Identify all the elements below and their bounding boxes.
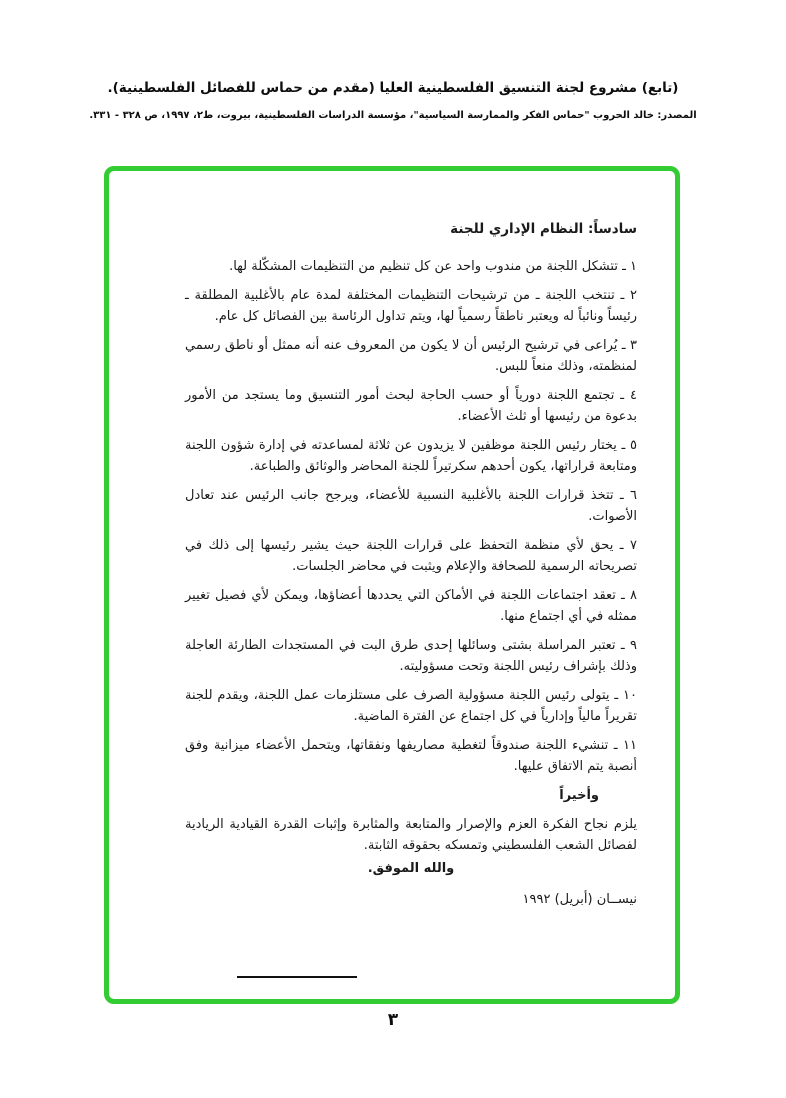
clause-item-10: ١٠ ـ يتولى رئيس اللجنة مسؤولية الصرف على مستلزمات عمل اللجنة، ويقدم للجنة تقريراً مالياً وإدارياً في كل اجتماع عن الفترة الماضية. [185,688,637,724]
section-heading: سادساً: النظام الإداري للجنة [450,221,637,237]
page-number: ٣ [387,1010,399,1030]
clause-item-5: ٥ ـ يختار رئيس اللجنة موظفين لا يزيدون عن ثلاثة لمساعدته في إدارة شؤون اللجنة ومتابعة قراراتها، يكون أحدهم سكرتيراً للجنة المحاضر والوثائق والطباعة. [185,438,637,474]
clause-item-1: ١ ـ تتشكل اللجنة من مندوب واحد عن كل تنظيم من التنظيمات المشكّلة لها. [229,259,637,274]
clause-item-8: ٨ ـ تعقد اجتماعات اللجنة في الأماكن التي يحددها أعضاؤها، ويمكن لأي فصيل تغيير ممثله في أي اجتماع منها. [185,588,637,624]
closing-heading: وأخيراً [559,788,599,803]
clause-item-11: ١١ ـ تنشيء اللجنة صندوقاً لتغطية مصاريفها ونفقاتها، ويتحمل الأعضاء ميزانية وفق أنصبة يتم الاتفاق عليها. [185,738,637,774]
divider-line [237,976,357,978]
source-citation: المصدر: خالد الحروب "حماس الفكر والممارسة السياسية"، مؤسسة الدراسات الفلسطينية، بيروت، ط٢، ١٩٩٧، ص ٣٢٨ - ٣٣١. [89,110,697,121]
clause-item-2: ٢ ـ تنتخب اللجنة ـ من ترشيحات التنظيمات المختلفة لمدة عام بالأغلبية المطلقة ـ رئيساً ونائباً له ويعتبر ناطقاً رسمياً لها، ويتم تداول الرئاسة بين الفصائل كل عام. [185,288,637,324]
scan-text-block [185,219,637,978]
clause-item-6: ٦ ـ تتخذ قرارات اللجنة بالأغلبية النسبية للأعضاء، ويرجح جانب الرئيس عند تعادل الأصوات. [185,488,637,524]
clause-item-9: ٩ ـ تعتبر المراسلة بشتى وسائلها إحدى طرق البت في المستجدات الطارئة العاجلة وذلك بإشراف رئيس اللجنة وتحت مسؤوليته. [185,638,637,674]
clause-item-7: ٧ ـ يحق لأي منظمة التحفظ على قرارات اللجنة حيث يشير رئيسها إلى ذلك في تصريحاته الرسمية للصحافة والإعلام ويثبت في محاضر الجلسات. [185,538,637,574]
clause-item-3: ٣ ـ يُراعى في ترشيح الرئيس أن لا يكون من المعروف عنه أنه ممثل أو ناطق رسمي لمنظمته، وذلك منعاً للبس. [185,338,637,374]
page-title: (تابع) مشروع لجنة التنسيق الفلسطينية العليا (مقدم من حماس للفصائل الفلسطينية). [107,80,679,96]
document-frame [104,166,680,1004]
clause-item-4: ٤ ـ تجتمع اللجنة دورياً أو حسب الحاجة لبحث أمور التنسيق وما يستجد من الأمور بدعوة من رئيسها أو ثلث الأعضاء. [185,388,637,424]
date-text: نيســان (أبريل) ١٩٩٢ [522,892,637,907]
blessing-text: والله الموفق. [367,861,455,876]
closing-paragraph: يلزم نجاح الفكرة العزم والإصرار والمتابعة والمثابرة وإثبات القدرة القيادية الريادية لفصائل الشعب الفلسطيني وتمسكه بحقوقه الثابتة. [185,817,637,853]
